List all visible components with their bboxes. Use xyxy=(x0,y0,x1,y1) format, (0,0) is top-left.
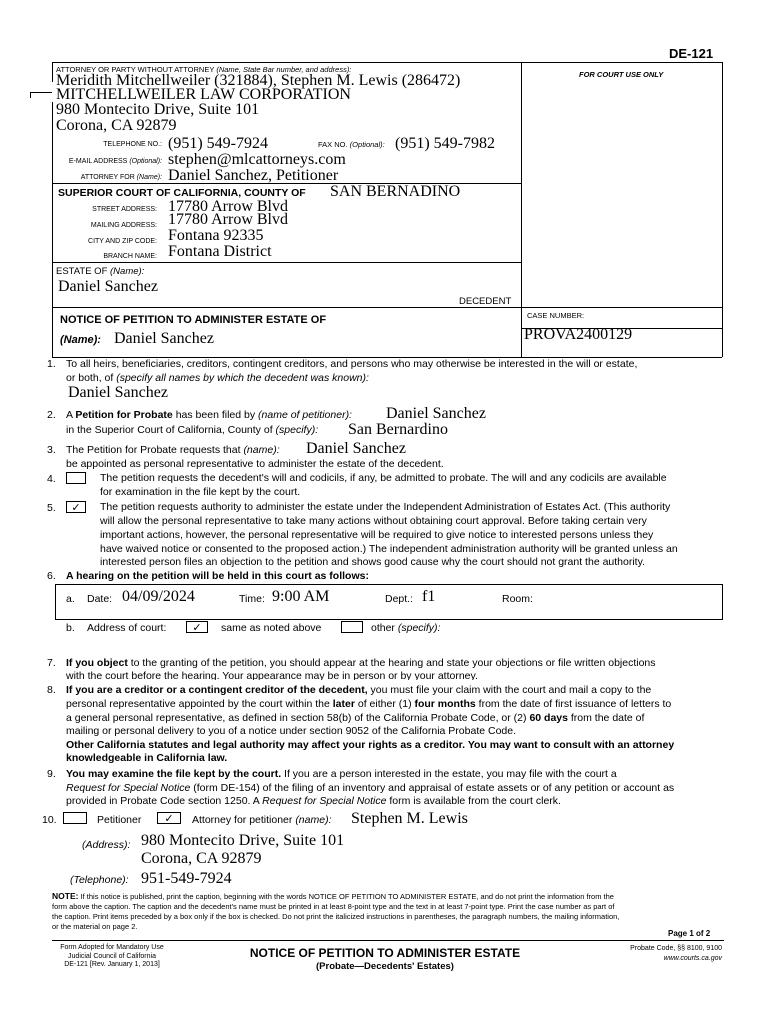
footer-divider xyxy=(52,940,724,941)
item-number: 2. xyxy=(47,409,56,421)
telephone-label: (Telephone): xyxy=(70,874,129,886)
item-number: 3. xyxy=(47,444,56,456)
item-9-text: Request for Special Notice (form DE-154) of the filing of an inventory and appraisal of estate assets or of any petition or account as xyxy=(66,782,675,794)
item-3-text: The Petition for Probate requests that (name): xyxy=(66,444,280,456)
item-5-text: will allow the personal representative to take many actions without obtaining court approval. Before taking certain very xyxy=(100,515,647,527)
other-address-label: other (specify): xyxy=(371,622,441,634)
court-use-only-label: FOR COURT USE ONLY xyxy=(579,70,664,79)
item-1-text: To all heirs, beneficiaries, creditors, contingent creditors, and persons who may otherwise be interested in the will or estate, xyxy=(66,358,638,370)
petitioner-label: Petitioner xyxy=(97,814,142,826)
note-block: NOTE: If this notice is published, print the caption, beginning with the words NOTICE OF PETITION TO ADMINISTER ESTATE, and do not print the information from the form above the caption. The caption and the decedent's name must be printed in at least 8-point type and the text in at least 7-point type. Print the case number as part of the caption. Print items preceded by a box only if the box is checked. Do not print the italicized instructions in parentheses, the paragraph numbers, the mailing information, or the material on page 2. xyxy=(52,891,620,931)
notice-name-value[interactable]: Daniel Sanchez xyxy=(114,330,214,347)
case-number-label: CASE NUMBER: xyxy=(527,311,585,320)
county-value[interactable]: SAN BERNADINO xyxy=(330,183,461,200)
county-specify-value[interactable]: San Bernardino xyxy=(348,421,448,438)
item-number: 1. xyxy=(47,358,56,370)
court-heading: SUPERIOR COURT OF CALIFORNIA, COUNTY OF xyxy=(58,187,306,199)
attorney-name-value[interactable]: Stephen M. Lewis xyxy=(351,810,468,827)
attorney-label: ATTORNEY OR PARTY WITHOUT ATTORNEY (Name, State Bar number, and address): xyxy=(56,65,352,74)
attorney-line: MITCHELLWEILER LAW CORPORATION xyxy=(56,86,351,103)
item-8-text: personal representative appointed by the court within the later of either (1) four months from the date of first issuance of letters to xyxy=(66,698,672,710)
telephone-label: TELEPHONE NO.: xyxy=(103,141,162,148)
page-number: Page 1 of 2 xyxy=(668,929,711,938)
same-as-above-label: same as noted above xyxy=(221,622,322,634)
item-4-checkbox[interactable] xyxy=(66,472,86,484)
footer-subtitle: (Probate—Decedents' Estates) xyxy=(316,961,454,972)
footer-right: Probate Code, §§ 8100, 9100 www.courts.ca.gov xyxy=(630,945,722,962)
item-9-text: You may examine the file kept by the court. If you are a person interested in the estate, you may file with the court a xyxy=(66,768,617,780)
representative-value[interactable]: Daniel Sanchez xyxy=(306,440,406,457)
mailing-value[interactable]: 17780 Arrow Blvd xyxy=(168,211,288,228)
hearing-b-label: b. xyxy=(66,622,75,634)
item-number: 10. xyxy=(42,814,57,826)
hearing-dept-label: Dept.: xyxy=(385,593,414,605)
edge-mark xyxy=(30,92,52,93)
footer-title: NOTICE OF PETITION TO ADMINISTER ESTATE xyxy=(249,946,521,960)
attorney-line: Meridith Mitchellweiler (321884), Stephen M. Lewis (286472) xyxy=(56,72,461,89)
attorney-checkbox[interactable]: ✓ xyxy=(157,812,181,824)
attorney-label: Attorney for petitioner (name): xyxy=(192,814,332,826)
city-label: CITY AND ZIP CODE: xyxy=(88,238,157,245)
item-7-text: If you object to the granting of the petition, you should appear at the hearing and state your objections or file written objections xyxy=(66,657,656,669)
item-4-text: for examination in the file kept by the court. xyxy=(100,486,301,498)
hearing-date-label: Date: xyxy=(87,593,113,605)
item-8-text: If you are a creditor or a contingent creditor of the decedent, you must file your claim with the court and mail a copy to the xyxy=(66,684,652,696)
notice-name-label: (Name): xyxy=(60,334,101,346)
item-6-text: A hearing on the petition will be held in this court as follows: xyxy=(66,570,369,582)
telephone-value[interactable]: (951) 549-7924 xyxy=(168,135,268,152)
attorney-line: Corona, CA 92879 xyxy=(56,117,177,134)
fax-label: FAX NO. (Optional): xyxy=(318,140,385,149)
item-number: 8. xyxy=(47,684,56,696)
fax-value[interactable]: (951) 549-7982 xyxy=(395,135,495,152)
decedent-label: DECEDENT xyxy=(459,296,512,307)
item-number: 6. xyxy=(47,570,56,582)
item-9-text: provided in Probate Code section 1250. A Request for Special Notice form is available from the court clerk. xyxy=(66,795,561,807)
case-number-value[interactable]: PROVA2400129 xyxy=(524,326,633,343)
email-label: E-MAIL ADDRESS (Optional): xyxy=(68,158,162,165)
item-3-text: be appointed as personal representative to administer the estate of the decedent. xyxy=(66,458,444,470)
hearing-dept-value[interactable]: f1 xyxy=(422,588,436,605)
estate-name-value[interactable]: Daniel Sanchez xyxy=(58,278,158,295)
attorney-for-label: ATTORNEY FOR (Name): xyxy=(80,174,162,181)
street-value[interactable]: 17780 Arrow Blvd xyxy=(168,198,288,215)
hearing-time-label: Time: xyxy=(239,593,265,605)
item-2-text: in the Superior Court of California, County of (specify): xyxy=(66,424,319,436)
same-as-above-checkbox[interactable]: ✓ xyxy=(186,621,208,633)
item-8-text: Other California statutes and legal authority may affect your rights as a creditor. You may want to consult with an attorney xyxy=(66,739,675,751)
telephone-value-2[interactable]: 951-549-7924 xyxy=(141,870,232,887)
item-5-checkbox[interactable]: ✓ xyxy=(66,501,86,513)
attorney-for-value[interactable]: Daniel Sanchez, Petitioner xyxy=(168,167,339,184)
email-value[interactable]: stephen@mlcattorneys.com xyxy=(168,151,346,168)
item-5-text: have waived notice or consented to the proposed action.) The independent administration authority will be granted unless an xyxy=(100,543,678,555)
item-7-text: with the court before the hearing. Your appearance may be in person or by your attorney. xyxy=(66,670,478,680)
hearing-a-label: a. xyxy=(66,593,75,605)
hearing-date-value[interactable]: 04/09/2024 xyxy=(122,588,195,605)
item-1-text: or both, of (specify all names by which the decedent was known): xyxy=(66,372,369,384)
item-number: 5. xyxy=(47,502,56,514)
petitioner-value[interactable]: Daniel Sanchez xyxy=(386,405,486,422)
item-8-text: mailing or personal delivery to you of a notice under section 9052 of the California Probate Code. xyxy=(66,725,517,737)
address-line-2[interactable]: Corona, CA 92879 xyxy=(141,850,262,867)
branch-label: BRANCH NAME: xyxy=(103,253,157,260)
mailing-label: MAILING ADDRESS: xyxy=(90,222,157,229)
hearing-time-value[interactable]: 9:00 AM xyxy=(272,588,330,605)
footer-left: Form Adopted for Mandatory Use Judicial Council of California DE-121 [Rev. January 1, 2013] xyxy=(60,944,164,968)
notice-title: NOTICE OF PETITION TO ADMINISTER ESTATE OF xyxy=(60,314,327,326)
branch-value[interactable]: Fontana District xyxy=(168,243,272,260)
edge-mark xyxy=(30,92,31,98)
item-5-text: interested person files an objection to the petition and shows good cause why the court should not grant the authority. xyxy=(100,556,645,568)
form-id: DE-121 xyxy=(669,46,714,61)
address-label: (Address): xyxy=(82,839,131,851)
street-label: STREET ADDRESS: xyxy=(92,206,157,213)
address-line-1[interactable]: 980 Montecito Drive, Suite 101 xyxy=(141,832,345,849)
court-address-label: Address of court: xyxy=(87,622,167,634)
item-5-text: important actions, however, the personal representative will be required to give notice to interested persons unless they xyxy=(100,529,654,541)
item-number: 7. xyxy=(47,657,56,669)
city-value[interactable]: Fontana 92335 xyxy=(168,227,264,244)
petitioner-checkbox[interactable] xyxy=(63,812,87,824)
item-number: 4. xyxy=(47,473,56,485)
item-4-text: The petition requests the decedent's will and codicils, if any, be admitted to probate. The will and any codicils are available xyxy=(100,472,667,484)
item-8-text: a general personal representative, as defined in section 58(b) of the California Probate Code, or (2) 60 days from the date of xyxy=(66,712,645,724)
item-number: 9. xyxy=(47,768,56,780)
item-5-text: The petition requests authority to administer the estate under the Independent Administration of Estates Act. (This authority xyxy=(100,501,671,513)
other-address-checkbox[interactable] xyxy=(341,621,363,633)
item-8-text: knowledgeable in California law. xyxy=(66,752,228,764)
item-2-text: A Petition for Probate has been filed by (name of petitioner): xyxy=(66,409,352,421)
item-1-value[interactable]: Daniel Sanchez xyxy=(68,384,168,401)
hearing-room-label: Room: xyxy=(502,593,533,605)
attorney-line: 980 Montecito Drive, Suite 101 xyxy=(56,101,260,118)
estate-label: ESTATE OF (Name): xyxy=(56,266,145,277)
